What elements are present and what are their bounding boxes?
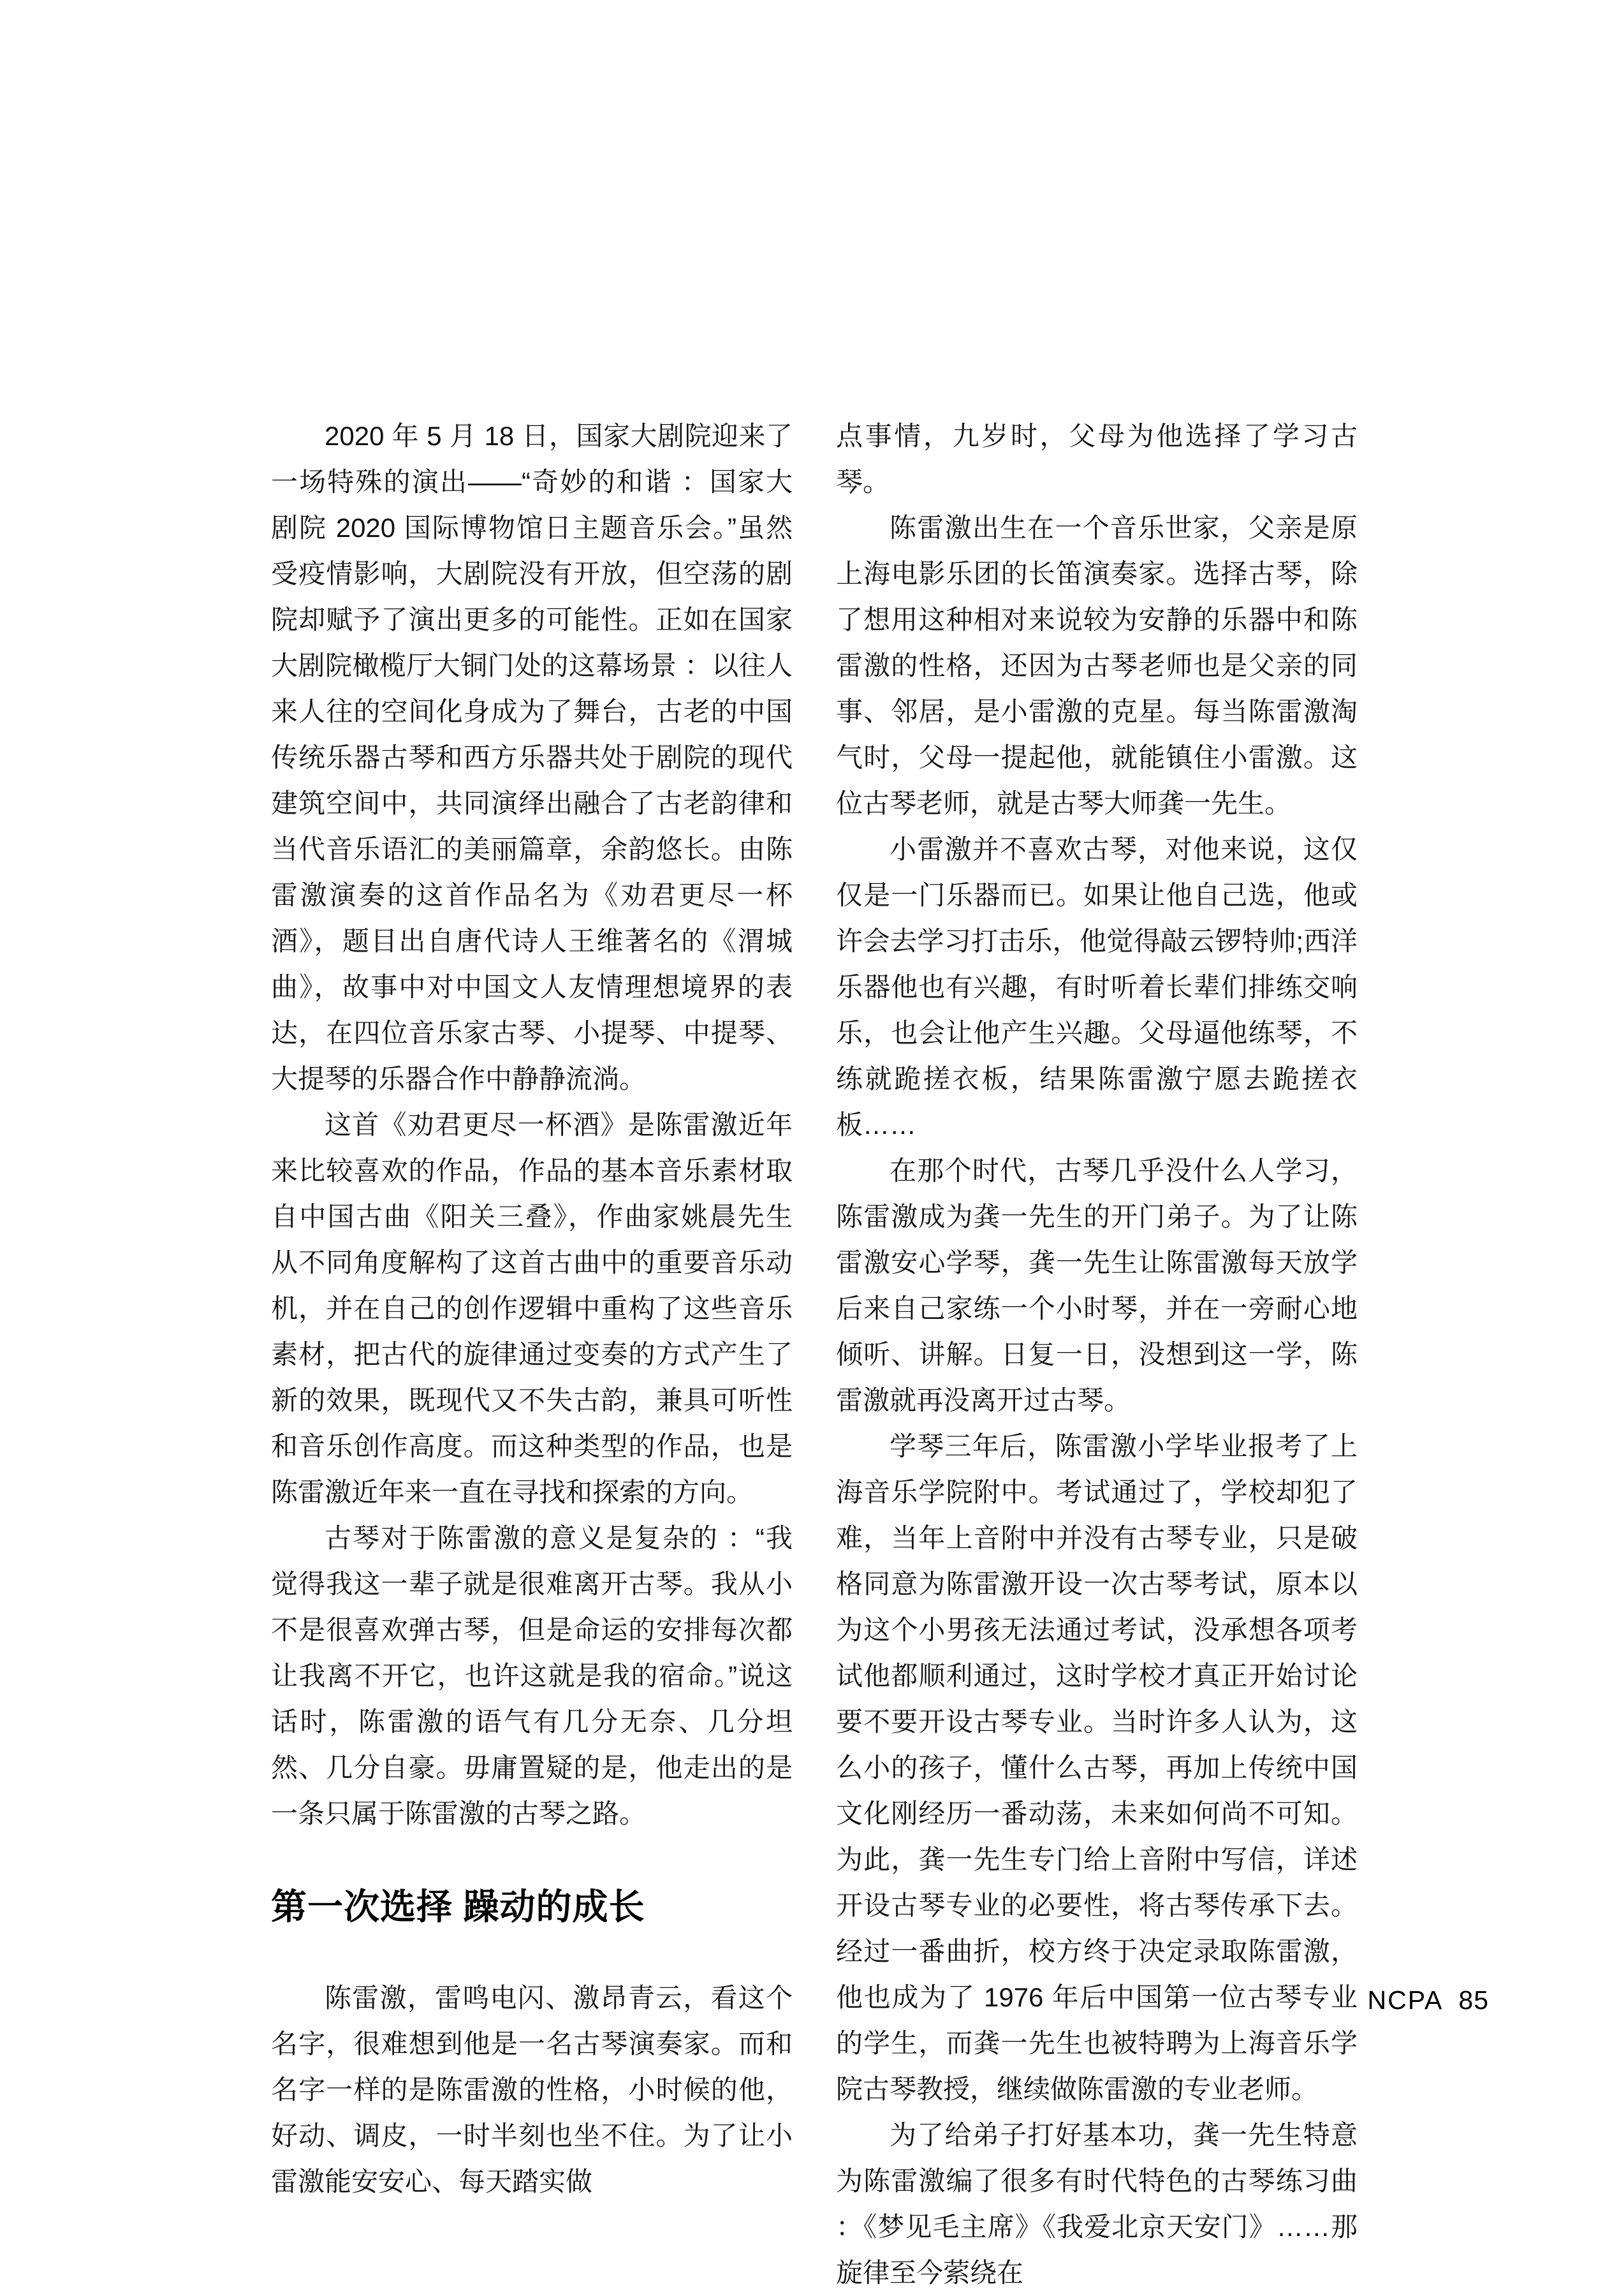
article-column-left [271,413,793,2205]
journal-brand: NCPA [1367,1985,1444,2015]
paragraph: 陈雷激，雷鸣电闪、激昂青云，看这个名字，很难想到他是一名古琴演奏家。而和名字一样的是陈雷激的性格，小时候的他，好动、调皮，一时半刻也坐不住。为了让小雷激能安安心、每天踏实做 [271,1983,793,2197]
paragraph: 2020 年 5 月 18 日，国家大剧院迎来了一场特殊的演出——“奇妙的和谐 ：国家大剧院 2020 国际博物馆日主题音乐会。”虽然受疫情影响，大剧院没有开放，但空荡的剧院却赋予了演出更多的可能性。正如在国家大剧院橄榄厅大铜门处的这幕场景 ：以往人来人往的空间化身成为了舞台，古老的中国传统乐器古琴和西方乐器共处于剧院的现代建筑空间中，共同演绎出融合了古老韵律和当代音乐语汇的美丽篇章，余韵悠长。由陈雷激演奏的这首作品名为《劝君更尽一杯酒》，题目出自唐代诗人王维著名的《渭城曲》，故事中对中国文人友情理想境界的表达，在四位音乐家古琴、小提琴、中提琴、大提琴的乐器合作中静静流淌。 [271,421,793,1094]
paragraph: 为了给弟子打好基本功，龚一先生特意为陈雷激编了很多有时代特色的古琴练习曲 ：《梦见毛主席》《我爱北京天安门》……那旋律至今萦绕在 [836,2120,1358,2288]
paragraph: 学琴三年后，陈雷激小学毕业报考了上海音乐学院附中。考试通过了，学校却犯了难，当年上音附中并没有古琴专业，只是破格同意为陈雷激开设一次古琴考试，原本以为这个小男孩无法通过考试，没承想各项考试他都顺利通过，这时学校才真正开始讨论要不要开设古琴专业。当时许多人认为，这么小的孩子，懂什么古琴，再加上传统中国文化刚经历一番动荡，未来如何尚不可知。为此，龚一先生专门给上音附中写信，详述开设古琴专业的必要性，将古琴传承下去。经过一番曲折，校方终于决定录取陈雷激，他也成为了 1976 年后中国第一位古琴专业的学生，而龚一先生也被特聘为上海音乐学院古琴教授，继续做陈雷激的专业老师。 [836,1431,1358,2104]
section-heading: 第一次选择 躁动的成长 [271,1887,645,1927]
article-column-right [836,413,1358,2296]
paragraph: 小雷激并不喜欢古琴，对他来说，这仅仅是一门乐器而已。如果让他自己选，他或许会去学习打击乐，他觉得敲云锣特帅;西洋乐器他也有兴趣，有时听着长辈们排练交响乐，也会让他产生兴趣。父母逼他练琴，不练就跪搓衣板，结果陈雷激宁愿去跪搓衣板…… [836,834,1358,1140]
paragraph: 在那个时代，古琴几乎没什么人学习，陈雷激成为龚一先生的开门弟子。为了让陈雷激安心学琴，龚一先生让陈雷激每天放学后来自己家练一个小时琴，并在一旁耐心地倾听、讲解。日复一日，没想到这一学，陈雷激就再没离开过古琴。 [836,1156,1358,1415]
page-footer [1368,1985,1489,2015]
page-number: 85 [1458,1985,1489,2015]
paragraph: 古琴对于陈雷激的意义是复杂的 ：“我觉得我这一辈子就是很难离开古琴。我从小不是很喜欢弹古琴，但是命运的安排每次都让我离不开它，也许这就是我的宿命。”说这话时，陈雷激的语气有几分无奈、几分坦然、几分自豪。毋庸置疑的是，他走出的是一条只属于陈雷激的古琴之路。 [271,1523,793,1829]
paragraph: 陈雷激出生在一个音乐世家，父亲是原上海电影乐团的长笛演奏家。选择古琴，除了想用这种相对来说较为安静的乐器中和陈雷激的性格，还因为古琴老师也是父亲的同事、邻居，是小雷激的克星。每当陈雷激淘气时，父母一提起他，就能镇住小雷激。这位古琴老师，就是古琴大师龚一先生。 [836,513,1358,818]
paragraph-continuation: 点事情，九岁时，父母为他选择了学习古琴。 [836,421,1358,497]
paragraph: 这首《劝君更尽一杯酒》是陈雷激近年来比较喜欢的作品，作品的基本音乐素材取自中国古曲《阳关三叠》，作曲家姚晨先生从不同角度解构了这首古曲中的重要音乐动机，并在自己的创作逻辑中重构了这些音乐素材，把古代的旋律通过变奏的方式产生了新的效果，既现代又不失古韵，兼具可听性和音乐创作高度。而这种类型的作品，也是陈雷激近年来一直在寻找和探索的方向。 [271,1110,793,1507]
